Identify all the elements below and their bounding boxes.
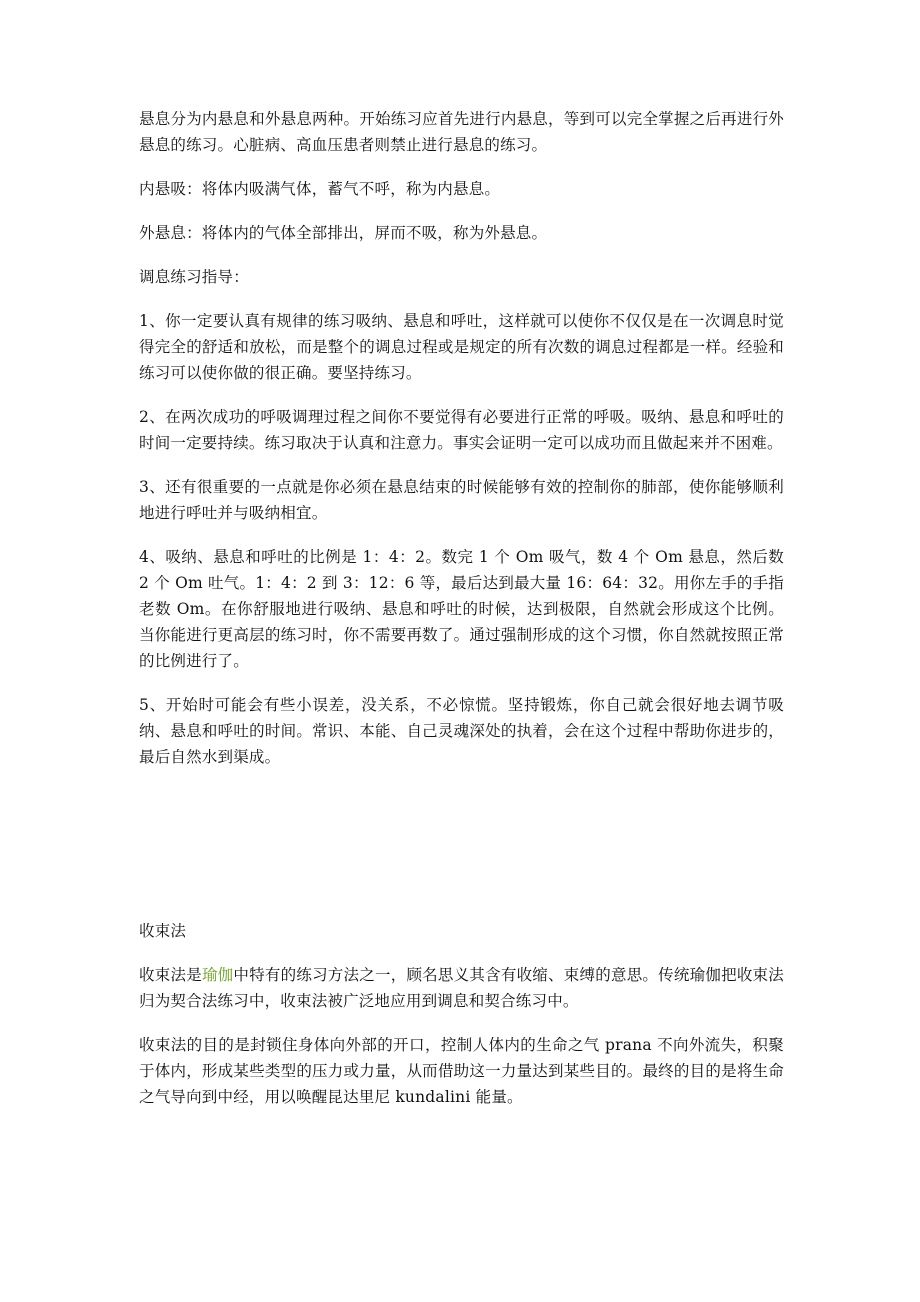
paragraph-bandha-purpose: 收束法的目的是封锁住身体向外部的开口，控制人体内的生命之气 prana 不向外流失，积聚于体内，形成某些类型的压力或力量，从而借助这一力量达到某些目的。最终的目的是将生命之气导向到中经，用以唤醒昆达里尼 kundalini 能量。	[139, 1036, 784, 1106]
bandha-intro-after: 中特有的练习方法之一，顾名思义其含有收缩、束缚的意思。传统瑜伽把收束法归为契合法练习中，收束法被广泛地应用到调息和契合练习中。	[139, 966, 784, 1010]
document-page	[139, 106, 784, 1110]
guidance-item-4: 4、吸纳、悬息和呼吐的比例是 1：4：2。数完 1 个 Om 吸气，数 4 个 Om 悬息，然后数 2 个 Om 吐气。1：4：2 到 3：12：6 等，最后达到最大量 16：64：32。用你左手的手指老数 Om。在你舒服地进行吸纳、悬息和呼吐的时候，达到极限，自然就会形成这个比例。当你能进行更高层的练习时，你不需要再数了。通过强制形成的这个习惯，你自然就按照正常的比例进行了。	[139, 548, 784, 670]
yoga-link[interactable]: 瑜伽	[201, 966, 234, 984]
guidance-item-1: 1、你一定要认真有规律的练习吸纳、悬息和呼吐，这样就可以使你不仅仅是在一次调息时觉得完全的舒适和放松，而是整个的调息过程或是规定的所有次数的调息过程都是一样。经验和练习可以使你做的很正确。要坚持练习。	[139, 312, 784, 382]
paragraph-bandha-intro	[139, 962, 784, 1014]
guidance-item-5: 5、开始时可能会有些小误差，没关系，不必惊慌。坚持锻炼，你自己就会很好地去调节吸纳、悬息和呼吐的时间。常识、本能、自己灵魂深处的执着，会在这个过程中帮助你进步的，最后自然水到渠成。	[139, 696, 784, 766]
paragraph-inner-suspension: 内悬吸：将体内吸满气体，蓄气不呼，称为内悬息。	[139, 180, 501, 198]
paragraph-outer-suspension: 外悬息：将体内的气体全部排出，屏而不吸，称为外悬息。	[139, 224, 548, 242]
section-title-bandha: 收束法	[139, 922, 187, 940]
guidance-item-2: 2、在两次成功的呼吸调理过程之间你不要觉得有必要进行正常的呼吸。吸纳、悬息和呼吐的时间一定要持续。练习取决于认真和注意力。事实会证明一定可以成功而且做起来并不困难。	[139, 408, 784, 452]
paragraph-suspension-types: 悬息分为内悬息和外悬息两种。开始练习应首先进行内悬息，等到可以完全掌握之后再进行外悬息的练习。心脏病、高血压患者则禁止进行悬息的练习。	[139, 110, 784, 154]
guidance-heading: 调息练习指导：	[139, 268, 249, 286]
bandha-intro-before: 收束法是	[139, 966, 202, 984]
guidance-item-3: 3、还有很重要的一点就是你必须在悬息结束的时候能够有效的控制你的肺部，使你能够顺利地进行呼吐并与吸纳相宜。	[139, 478, 784, 522]
